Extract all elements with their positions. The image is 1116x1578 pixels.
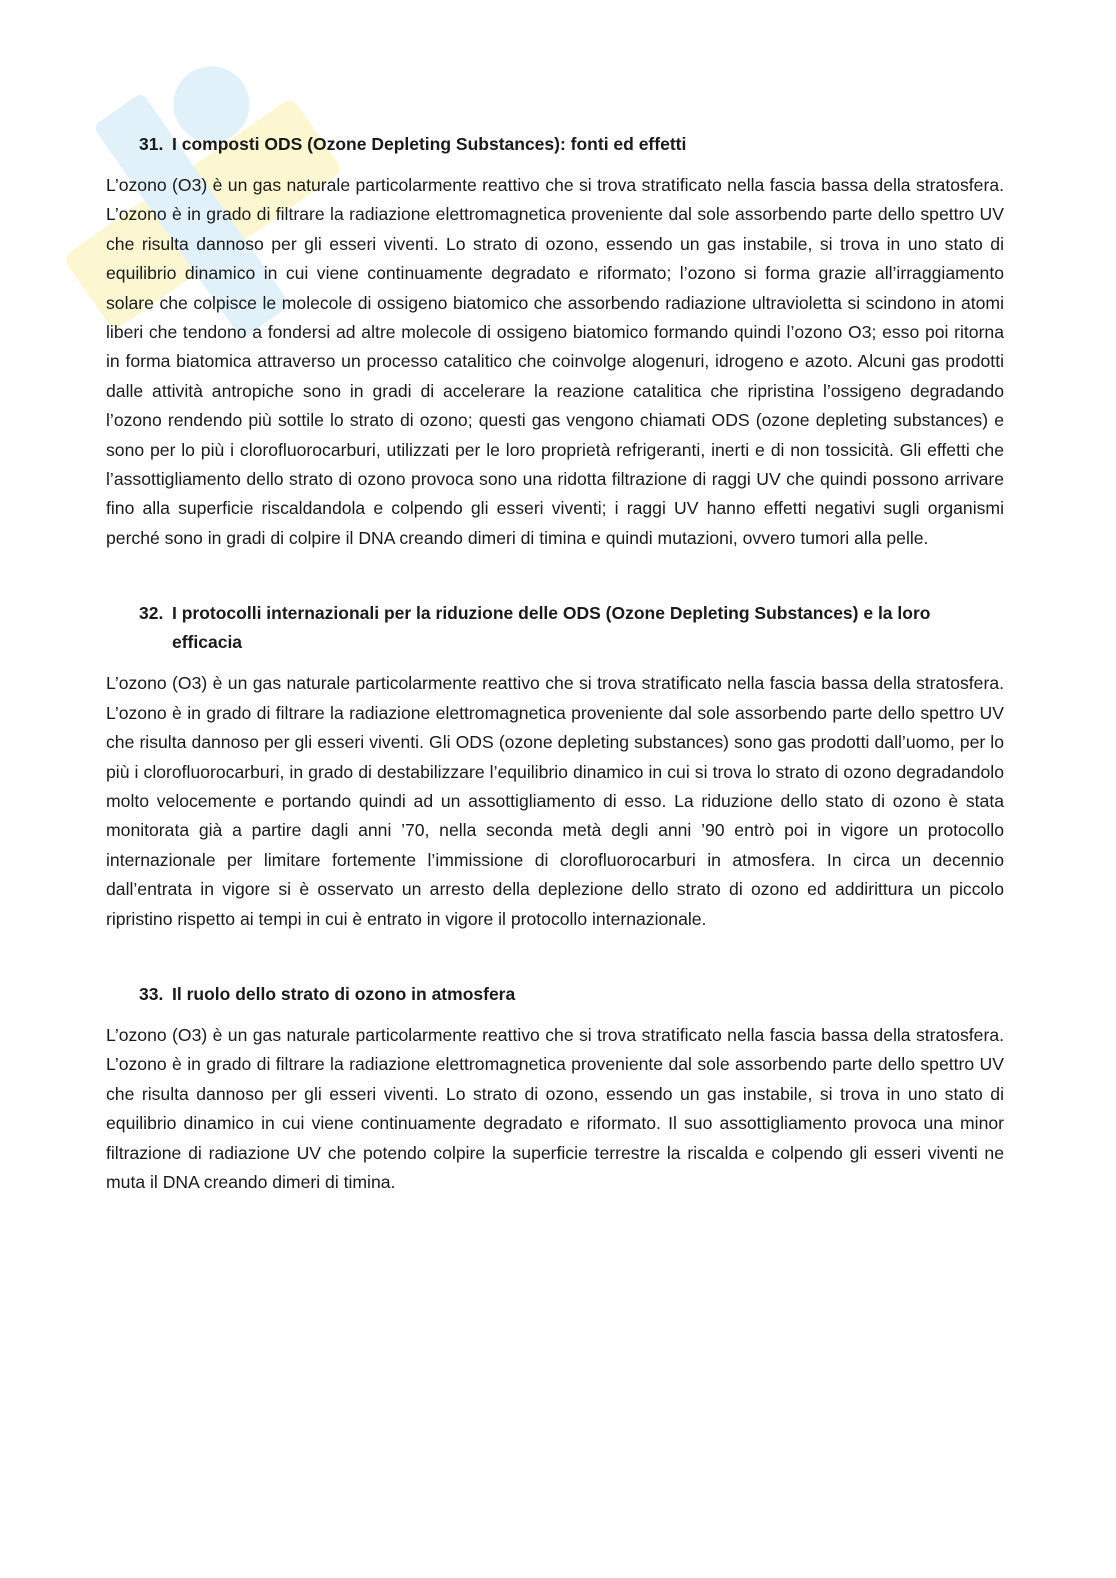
section-title: Il ruolo dello strato di ozono in atmosfera — [172, 983, 516, 1004]
section-31 — [106, 130, 1004, 553]
section-32 — [106, 599, 1004, 934]
section-heading — [106, 599, 1004, 657]
section-paragraph: L’ozono (O3) è un gas naturale particolarmente reattivo che si trova stratificato nella fascia bassa della stratosfera. L’ozono è in grado di filtrare la radiazione elettromagnetica proveniente dal sole assorbendo parte dello spettro UV che risulta dannoso per gli esseri viventi. Lo strato di ozono, essendo un gas instabile, si trova in uno stato di equilibrio dinamico in cui viene continuamente degradato e riformato. Il suo assottigliamento provoca una minor filtrazione di radiazione UV che potendo colpire la superficie terrestre la riscalda e colpendo gli esseri viventi ne muta il DNA creando dimeri di timina. — [106, 1024, 1004, 1192]
section-heading — [106, 980, 1004, 1009]
section-title: I composti ODS (Ozone Depleting Substances): fonti ed effetti — [172, 134, 687, 154]
section-heading — [106, 130, 1004, 159]
section-paragraph: L’ozono (O3) è un gas naturale particolarmente reattivo che si trova stratificato nella fascia bassa della stratosfera. L’ozono è in grado di filtrare la radiazione elettromagnetica proveniente dal sole assorbendo parte dello spettro UV che risulta dannoso per gli esseri viventi. Gli ODS (ozone depleting substances) sono gas prodotti dall’uomo, per lo più i clorofluorocarburi, in grado di destabilizzare l’equilibrio dinamico in cui si trova lo strato di ozono degradandolo molto velocemente e portando quindi ad un assottigliamento di esso. La riduzione dello stato di ozono è stata monitorata già a partire dagli anni ’70, nella seconda metà degli anni ’90 entrò poi in vigore un protocollo internazionale per limitare fortemente l’immissione di clorofluorocarburi in atmosfera. In circa un decennio dall’entrata in vigore si è osservato un arresto della deplezione dello strato di ozono ed addirittura un piccolo ripristino rispetto ai tempi in cui è entrato in vigore il protocollo internazionale. — [106, 673, 1004, 929]
section-33 — [106, 980, 1004, 1197]
section-number: 32. — [139, 603, 164, 624]
document-page — [106, 130, 1004, 1243]
section-paragraph: L’ozono (O3) è un gas naturale particolarmente reattivo che si trova stratificato nella fascia bassa della stratosfera. L’ozono è in grado di filtrare la radiazione elettromagnetica proveniente dal sole assorbendo parte dello spettro UV che risulta dannoso per gli esseri viventi. Lo strato di ozono, essendo un gas instabile, si trova in uno stato di equilibrio dinamico in cui viene continuamente degradato e riformato; l’ozono si forma grazie all’irraggiamento solare che colpisce le molecole di ossigeno biatomico che assorbendo radiazione ultravioletta si scindono in atomi liberi che tendono a fondersi ad altre molecole di ossigeno biatomico formando quindi l’ozono O3; esso poi ritorna in forma biatomica attraverso un processo catalitico che coinvolge alogenuri, idrogeno e azoto. Alcuni gas prodotti dalle attività antropiche sono in gradi di accelerare la reazione catalitica che ripristina l’ossigeno degradando l’ozono rendendo più sottile lo strato di ozono; questi gas vengono chiamati ODS (ozone depleting substances) e sono per lo più i clorofluorocarburi, utilizzati per le loro proprietà refrigeranti, inerti e di non tossicità. Gli effetti che l’assottigliamento dello strato di ozono provoca sono una ridotta filtrazione di raggi UV che quindi possono arrivare fino alla superficie riscaldandola e colpendo gli esseri viventi; i raggi UV hanno effetti negativi sugli organismi perché sono in gradi di colpire il DNA creando dimeri di timina e quindi mutazioni, ovvero tumori alla pelle. — [106, 175, 1004, 548]
section-number: 31. — [139, 134, 164, 154]
section-number: 33. — [139, 983, 164, 1004]
section-title: I protocolli internazionali per la riduzione delle ODS (Ozone Depleting Substances) e la loro efficacia — [172, 603, 931, 653]
